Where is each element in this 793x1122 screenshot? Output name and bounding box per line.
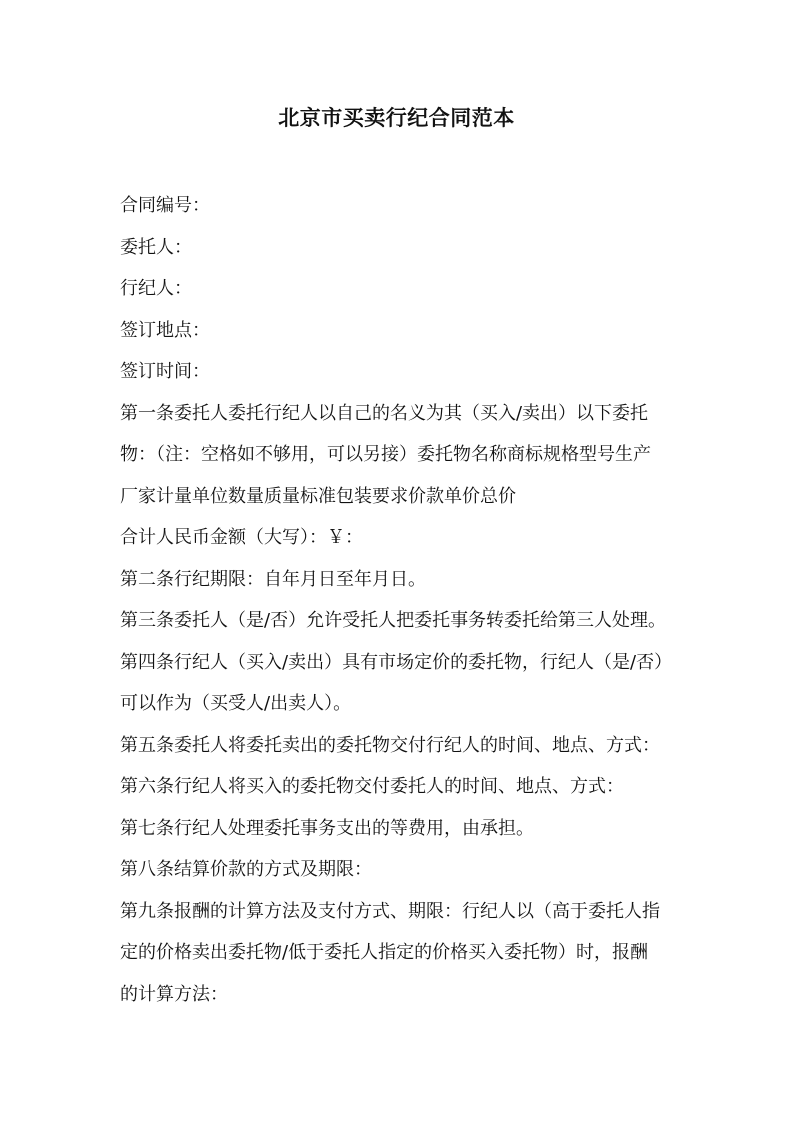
- text-line: 第七条行纪人处理委托事务支出的等费用，由承担。: [120, 817, 534, 839]
- text-line: 定的价格卖出委托物/低于委托人指定的价格买入委托物）时，报酬: [120, 942, 649, 963]
- text-line: 第八条结算价款的方式及期限：: [120, 859, 372, 880]
- text-line: 的计算方法：: [120, 983, 228, 1005]
- text-line: 第三条委托人（是/否）允许受托人把委托事务转委托给第三人处理。: [120, 610, 667, 631]
- text-line: 合同编号：: [120, 195, 210, 216]
- text-line: 第九条报酬的计算方法及支付方式、期限：行纪人以（高于委托人指: [120, 900, 660, 922]
- text-line: 第四条行纪人（买入/卖出）具有市场定价的委托物，行纪人（是/否）: [120, 651, 673, 673]
- text-line: 可以作为（买受人/出卖人）。: [120, 693, 352, 714]
- text-line: 第二条行纪期限：自年月日至年月日。: [120, 568, 426, 590]
- document-title: 北京市买卖行纪合同范本: [278, 106, 515, 130]
- text-line: 第五条委托人将委托卖出的委托物交付行纪人的时间、地点、方式：: [120, 734, 660, 756]
- text-line: 签订地点：: [120, 319, 210, 341]
- text-line: 签订时间：: [120, 361, 210, 382]
- document-body: [120, 185, 676, 1015]
- text-line: 第六条行纪人将买入的委托物交付委托人的时间、地点、方式：: [120, 776, 624, 797]
- text-line: 厂家计量单位数量质量标准包装要求价款单价总价: [120, 485, 516, 507]
- text-line: 物：（注：空格如不够用，可以另接）委托物名称商标规格型号生产: [120, 444, 651, 465]
- text-line: 委托人：: [120, 236, 192, 258]
- text-line: 合计人民币金额（大写）：￥：: [120, 527, 363, 548]
- text-line: 第一条委托人委托行纪人以自己的名义为其（买入/卖出）以下委托: [120, 402, 649, 424]
- text-line: 行纪人：: [120, 278, 192, 299]
